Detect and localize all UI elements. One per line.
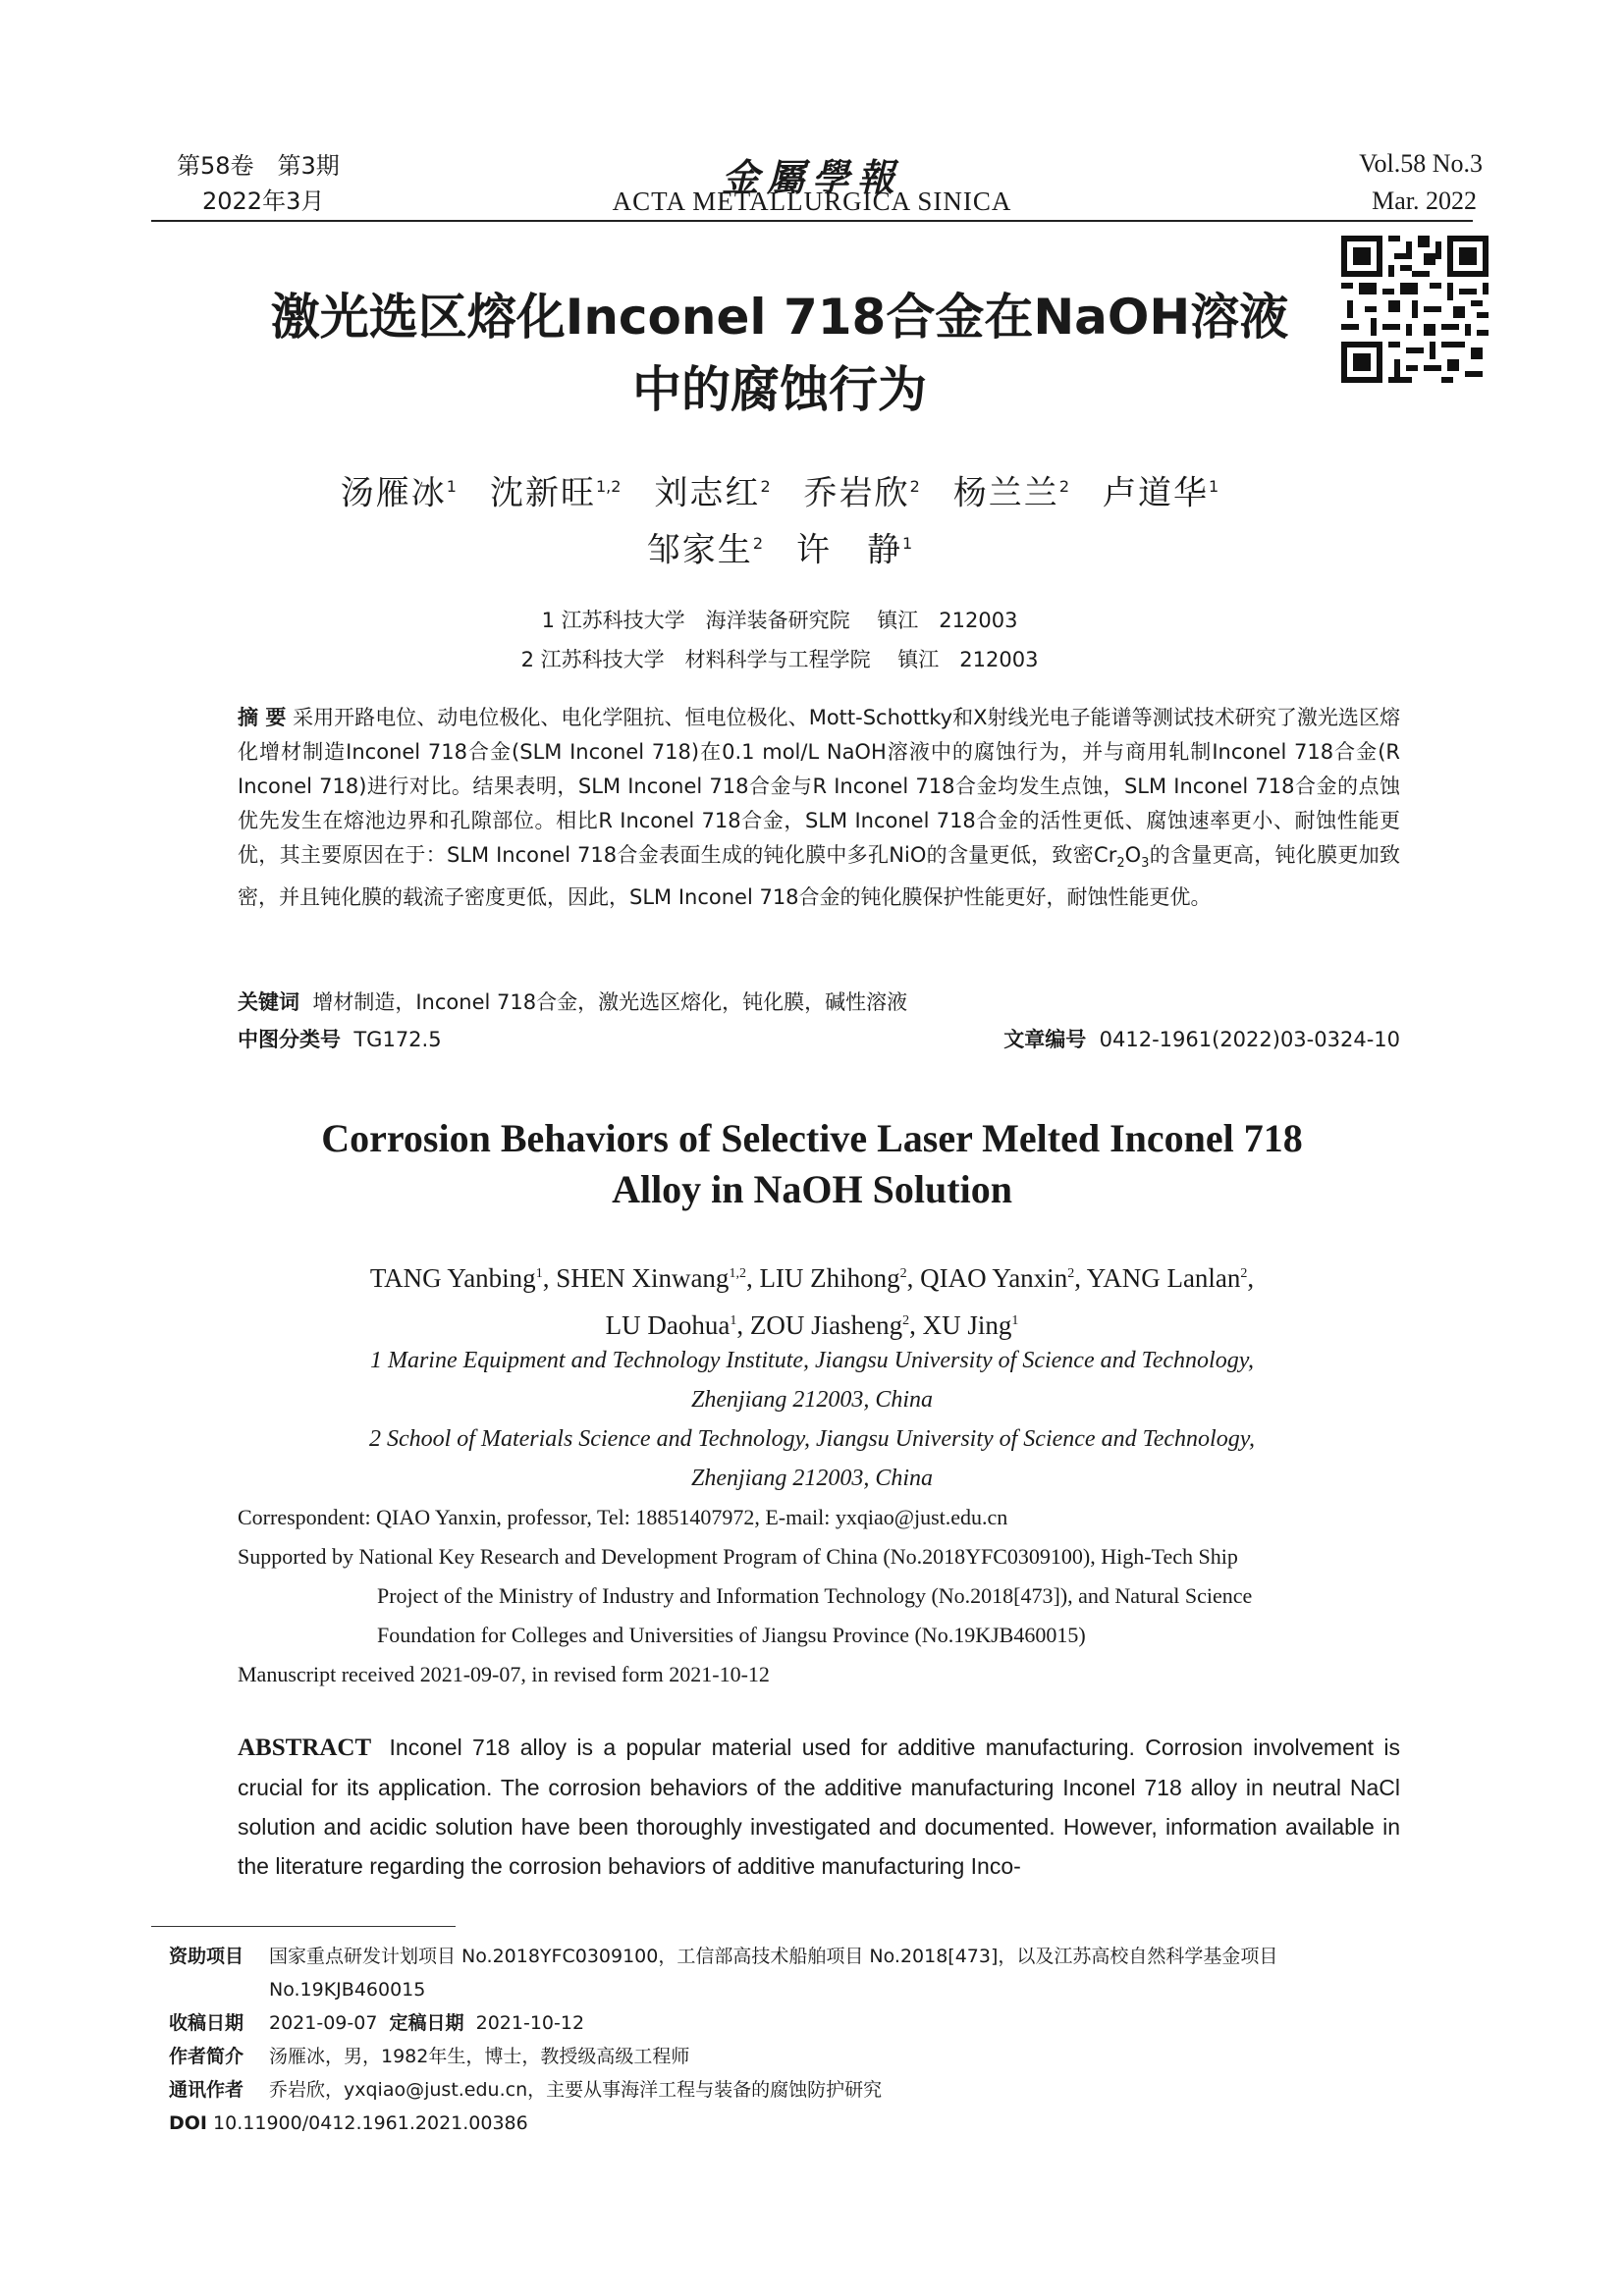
author-cn: 邹家生 — [646, 530, 753, 570]
footnotes — [169, 1940, 1435, 2140]
supported-by-line2: Project of the Ministry of Industry and Information Technology (No.2018[473]), and Natural Science — [377, 1583, 1253, 1608]
keywords-cn-label: 关键词 — [238, 990, 299, 1014]
author-cn: 沈新旺 — [489, 473, 596, 513]
title-en-line2: Alloy in NaOH Solution — [612, 1167, 1012, 1211]
affiliation-en-2-line1: 2 School of Materials Science and Technology, Jiangsu University of Science and Technology, — [368, 1426, 1256, 1452]
date-cn: 2022年3月 — [202, 187, 325, 215]
abstract-en-text: Inconel 718 alloy is a popular material used for additive manufacturing. Corrosion involvement is crucial for its application. The corrosion behaviors of the additive manufacturing Inconel 718 alloy in neutral NaCl solution and acidic solution have been thoroughly investigated and documented. However, information available in the literature regarding the corrosion behaviors of additive manufacturing Inco- — [238, 1735, 1400, 1879]
title-en-line1: Corrosion Behaviors of Selective Laser Melted Inconel 718 — [321, 1116, 1303, 1160]
corresponding-author-label: 通讯作者 — [169, 2079, 244, 2101]
supported-by-line1: Supported by National Key Research and Development Program of China (No.2018YFC0309100), High-Tech Ship — [238, 1544, 1238, 1569]
article-number-label: 文章编号 — [1003, 1028, 1087, 1051]
title-en — [196, 1113, 1428, 1215]
abstract-cn: 摘 要 采用开路电位、动电位极化、电化学阻抗、恒电位极化、Mott-Schottky和X射线光电子能谱等测试技术研究了激光选区熔化增材制造Inconel 718合金(SLM Inconel 718)在0.1 mol/L NaOH溶液中的腐蚀行为，并与商用轧制Inconel 718合金(R Inconel 718)进行对比。结果表明，SLM Inconel 718合金与R Inconel 718合金均发生点蚀，SLM Inconel 718合金的点蚀优先发生在熔池边界和孔隙部位。相比R Inconel 718合金，SLM Inconel 718合金的活性更低、腐蚀速率更小、耐蚀性能更优，其主要原因在于：SLM Inconel 718合金表面生成的钝化膜中多孔NiO的含量更低，致密$Cr_2O_3$的含量更高，钝化膜更加致密，并且钝化膜的载流子密度更低，因此，SLM Inconel 718合金的钝化膜保护性能更好，耐蚀性能更优。 — [238, 706, 1400, 910]
authors-en: TANG Yanbing$^1$, SHEN Xinwang$^{1,2}$, LIU Zhihong$^2$, QIAO Yanxin$^2$, YANG Lanlan$^2$, LU Daohua$^1$, ZOU Jiasheng$^2$, XU Jing$^1$ — [369, 1263, 1255, 1340]
affiliation-cn-2: 2 江苏科技大学 材料科学与工程学院 镇江 212003 — [520, 648, 1039, 671]
author-bio-label: 作者简介 — [169, 2046, 244, 2067]
affiliation-en-1-line2: Zhenjiang 212003, China — [690, 1387, 933, 1413]
author-bio: 汤雁冰，男，1982年生，博士，教授级高级工程师 — [269, 2046, 690, 2067]
fund-label: 资助项目 — [169, 1946, 244, 1967]
abstract-cn-text: 采用开路电位、动电位极化、电化学阻抗、恒电位极化、Mott-Schottky和X射线光电子能谱等测试技术研究了激光选区熔化增材制造Inconel 718合金(SLM Inconel 718)在0.1 mol/L NaOH溶液中的腐蚀行为，并与商用轧制Inconel 718合金(R Inconel 718)进行对比。结果表明，SLM Inconel 718合金与R Inconel 718合金均发生点蚀，SLM Inconel 718合金的点蚀优先发生在熔池边界和孔隙部位。相比R Inconel 718合金，SLM Inconel 718合金的活性更低、腐蚀速率更小、耐蚀性能更优，其主要原因在于：SLM Inconel 718合金表面生成的钝化膜中多孔NiO的含量更低，致密Cr — [238, 706, 1400, 867]
title-cn-line2: 中的腐蚀行为 — [632, 361, 927, 418]
journal-name-en: ACTA METALLURGICA SINICA — [612, 187, 1012, 216]
volume-issue-cn: 第58卷 第3期 — [177, 152, 340, 180]
doi-value[interactable]: 10.11900/0412.1961.2021.00386 — [213, 2112, 528, 2134]
doi-label: DOI — [169, 2112, 207, 2134]
classification-row — [238, 1023, 1400, 1056]
title-cn-line1: 激光选区熔化Inconel 718合金在NaOH溶液 — [270, 289, 1289, 346]
article-number-value: 0412-1961(2022)03-0324-10 — [1099, 1028, 1400, 1051]
keywords-cn-text: 增材制造，Inconel 718合金，激光选区熔化，钝化膜，碱性溶液 — [312, 990, 908, 1014]
title-cn — [249, 281, 1310, 426]
affiliations-en — [249, 1341, 1375, 1498]
keywords-cn — [238, 986, 1400, 1019]
affiliation-cn-1: 1 江苏科技大学 海洋装备研究院 镇江 212003 — [541, 609, 1018, 632]
volume-issue-en: Vol.58 No.3 — [1359, 149, 1483, 178]
affiliation-en-2-line2: Zhenjiang 212003, China — [690, 1466, 933, 1491]
authors-cn: 汤雁冰$^1$ 沈新旺$^{1,2}$ 刘志红$^2$ 乔岩欣$^2$ 杨兰兰$^2$ 卢道华$^1$ 邹家生$^2$ 许 静$^1$ — [340, 473, 1219, 570]
author-cn: 刘志红 — [654, 473, 761, 513]
received-date: 2021-09-07 — [269, 2012, 378, 2034]
author-cn: 杨兰兰 — [952, 473, 1059, 513]
fund-text-cont: No.19KJB460015 — [269, 1979, 426, 2001]
corresponding-author: 乔岩欣，yxqiao@just.edu.cn，主要从事海洋工程与装备的腐蚀防护研究 — [269, 2079, 883, 2101]
clc-label: 中图分类号 — [238, 1028, 341, 1051]
footnote-rule — [151, 1926, 456, 1927]
qr-code-icon — [1341, 236, 1489, 383]
fund-text: 国家重点研发计划项目 No.2018YFC0309100，工信部高技术船舶项目 No.2018[473]，以及江苏高校自然科学基金项目 — [269, 1946, 1278, 1967]
date-en: Mar. 2022 — [1372, 187, 1477, 215]
abstract-en — [238, 1728, 1400, 1886]
author-cn: 汤雁冰 — [340, 473, 447, 513]
meta-en — [238, 1498, 1400, 1694]
journal-name-cn: 金屬學報 — [721, 156, 902, 199]
revised-label: 定稿日期 — [389, 2012, 464, 2034]
supported-by-line3: Foundation for Colleges and Universities of Jiangsu Province (No.19KJB460015) — [377, 1623, 1086, 1647]
header-rule — [151, 220, 1473, 222]
author-cn: 乔岩欣 — [803, 473, 910, 513]
manuscript-dates: Manuscript received 2021-09-07, in revised form 2021-10-12 — [238, 1662, 770, 1686]
affiliation-en-1-line1: 1 Marine Equipment and Technology Institute, Jiangsu University of Science and Technology, — [369, 1348, 1255, 1373]
correspondent: Correspondent: QIAO Yanxin, professor, Tel: 18851407972, E-mail: yxqiao@just.edu.cn — [238, 1505, 1008, 1529]
abstract-cn-label: 摘 要 — [238, 706, 287, 729]
abstract-en-label: ABSTRACT — [238, 1735, 372, 1761]
affiliations-cn — [249, 601, 1310, 679]
revised-date: 2021-10-12 — [475, 2012, 585, 2034]
clc-value: TG172.5 — [353, 1028, 442, 1051]
received-label: 收稿日期 — [169, 2012, 244, 2034]
author-cn: 卢道华 — [1103, 473, 1209, 513]
author-cn: 许 静 — [796, 530, 902, 570]
